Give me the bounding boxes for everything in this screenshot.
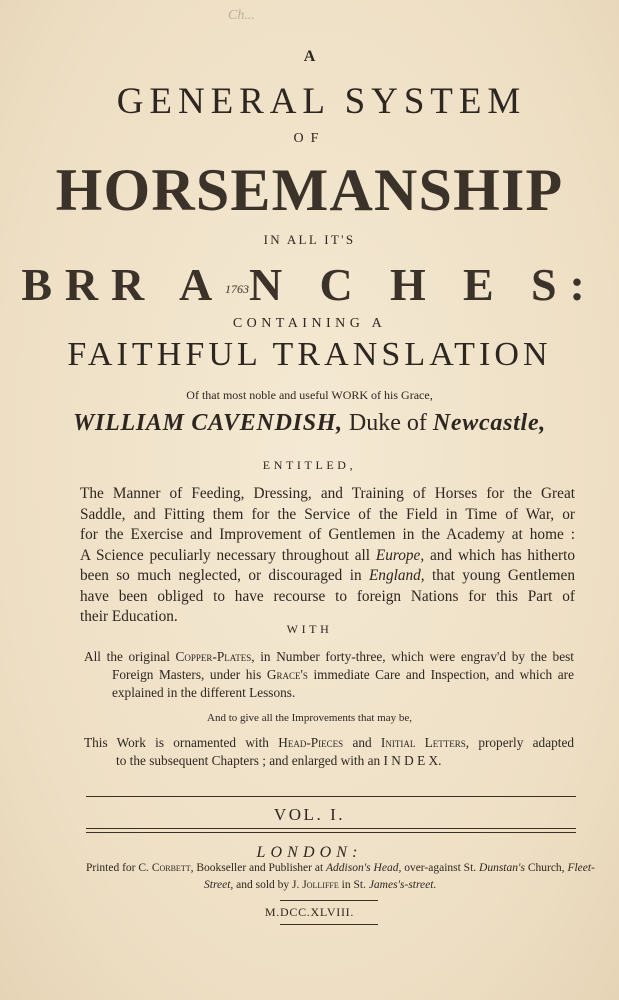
text-run: Church, xyxy=(524,862,568,874)
date-rule-bottom xyxy=(280,924,378,925)
branches-right: N C H E S: xyxy=(249,259,598,310)
paragraph-line xyxy=(84,666,574,684)
italic-run: James's-street. xyxy=(368,879,437,891)
text-run: and xyxy=(343,735,381,750)
handwritten-year: 1763 xyxy=(225,281,250,296)
text-run: Foreign Masters, under his xyxy=(112,667,267,682)
text-run: and which has hitherto xyxy=(424,546,575,564)
paragraph-line: their Education. xyxy=(80,608,178,625)
title-branches xyxy=(0,258,619,311)
italic-run: Fleet- xyxy=(567,862,595,874)
paragraph-line xyxy=(84,752,574,770)
text-run: Bookseller and Publisher at xyxy=(193,862,327,874)
imprint-line xyxy=(86,860,595,877)
text-run: that young Gentlemen xyxy=(424,567,575,584)
title-in-all-its: IN ALL IT'S xyxy=(263,232,356,247)
smallcaps-run: Copper-Plates, xyxy=(175,649,255,664)
title-containing: CONTAINING A xyxy=(232,316,387,331)
imprint-line xyxy=(86,877,578,894)
paragraph-line xyxy=(80,546,575,567)
author-name: WILLIAM CAVENDISH, xyxy=(72,410,343,436)
text-run: and sold by J. xyxy=(233,879,303,891)
paragraph-line: explained in the different Lessons. xyxy=(112,685,296,700)
author-duke: Duke of xyxy=(342,410,433,436)
paragraph-line xyxy=(84,734,574,752)
title-author xyxy=(0,410,619,437)
smallcaps-run: Head-Pieces xyxy=(278,735,344,750)
paragraph-line: have been obliged to have recourse to foreign Nations for this Part of xyxy=(80,587,575,605)
italic-run: England, xyxy=(368,567,425,584)
italic-run: Addison's Head, xyxy=(326,862,402,874)
paragraph-line: for the Exercise and Improvement of Gentlemen in the Academy at home : xyxy=(80,526,575,543)
paragraph-ornamented xyxy=(84,734,574,770)
italic-run: Dunstan's xyxy=(479,862,525,874)
date-rule-top xyxy=(280,900,378,901)
text-run: been so much neglected, or discouraged in xyxy=(80,567,369,584)
paragraph-entitled xyxy=(80,484,575,628)
paragraph-line: Saddle, and Fitting them for the Service of the Field in Time of War, or xyxy=(80,505,575,523)
title-of: OF xyxy=(293,131,326,146)
text-run: over-against St. xyxy=(401,862,480,874)
volume-label: VOL. I. xyxy=(273,805,346,824)
index-run: I N D E X. xyxy=(383,753,442,768)
title-entitled: ENTITLED, xyxy=(262,458,357,472)
text-run: All the original xyxy=(84,649,176,664)
imprint-date: M.DCC.XLVIII. xyxy=(264,905,355,919)
author-newcastle: Newcastle, xyxy=(432,410,547,436)
paragraph-with xyxy=(84,648,574,702)
smallcaps-run: Grace's xyxy=(266,667,308,682)
text-run: A Science peculiarly necessary throughout all xyxy=(80,546,376,564)
text-run: in Number forty-three, which were engrav'd by the best xyxy=(254,649,574,664)
smallcaps-run: Initial Letters, xyxy=(380,735,470,750)
paragraph-line: The Manner of Feeding, Dressing, and Training of Horses for the Great xyxy=(80,485,575,502)
rule-bottom-thin xyxy=(86,832,576,833)
italic-run: Europe, xyxy=(375,546,425,564)
branches-left: BRR A xyxy=(21,259,226,310)
text-run: This Work is ornamented with xyxy=(84,735,279,750)
rule-top xyxy=(86,796,576,797)
text-run: Printed for C. xyxy=(86,862,152,874)
pencil-annotation: Ch... xyxy=(228,8,255,23)
text-run: properly adapted xyxy=(469,735,574,750)
paragraph-line xyxy=(84,648,574,666)
text-run: immediate Care and Inspection, and which are xyxy=(307,667,574,682)
imprint-printer xyxy=(86,860,595,894)
title-general-system: GENERAL SYSTEM xyxy=(116,81,527,122)
smallcaps-run: Corbett, xyxy=(151,862,194,874)
imprint-london: LONDON: xyxy=(256,844,363,861)
heading-with: WITH xyxy=(286,622,333,636)
text-run: to the subsequent Chapters ; and enlarged with an xyxy=(116,753,384,768)
text-run: in St. xyxy=(338,879,369,891)
smallcaps-run: Jolliffe xyxy=(302,879,339,891)
rule-bottom xyxy=(86,828,576,829)
title-article: A xyxy=(303,48,316,65)
title-horsemanship: HORSEMANSHIP xyxy=(55,157,564,223)
title-faithful-translation: FAITHFUL TRANSLATION xyxy=(67,336,552,373)
title-of-that: Of that most noble and useful WORK of his Grace, xyxy=(186,388,433,402)
paragraph-line xyxy=(80,566,575,587)
italic-run: Street, xyxy=(204,879,234,891)
line-to-give: And to give all the Improvements that may be, xyxy=(207,712,412,724)
